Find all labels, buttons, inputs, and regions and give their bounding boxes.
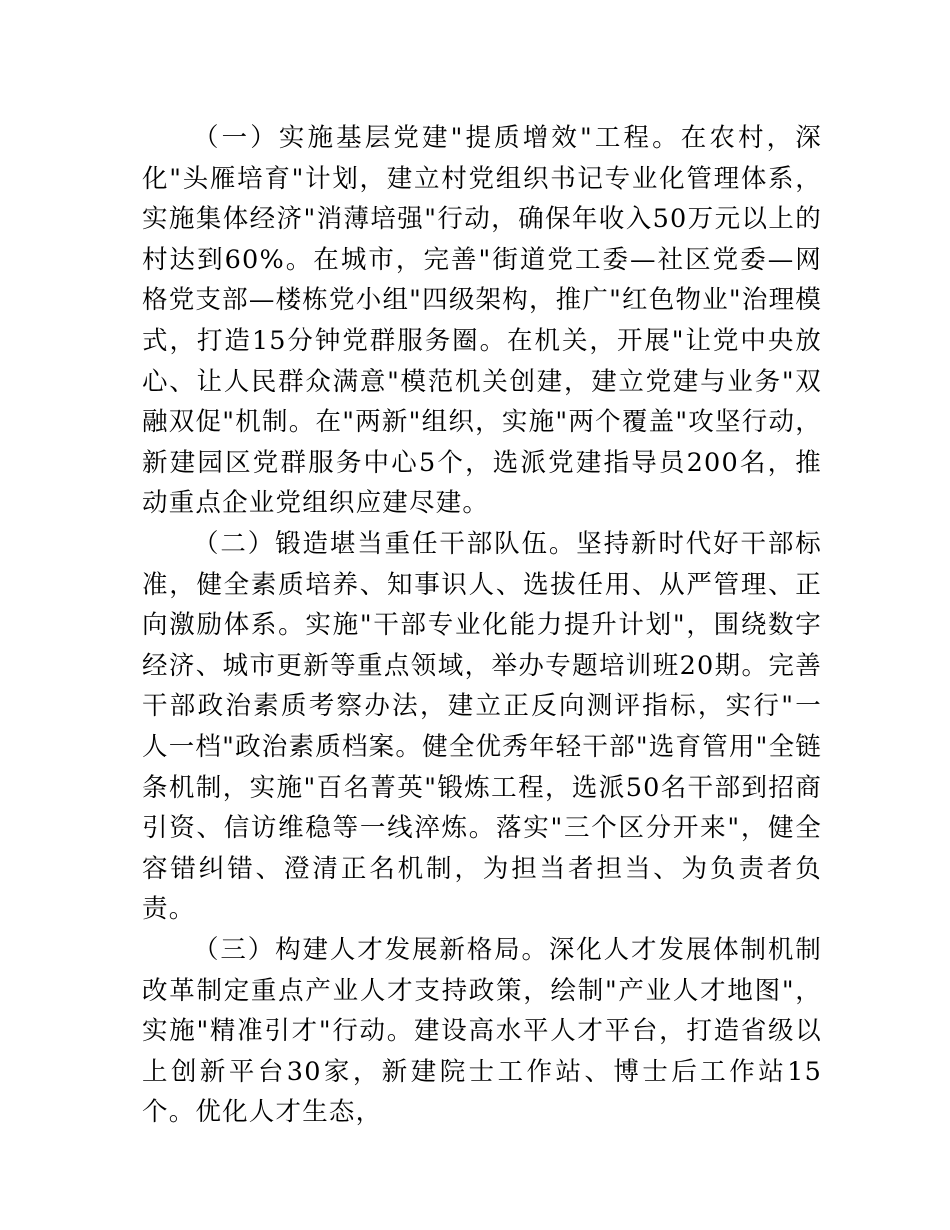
paragraph-cadre-team: （二）锻造堪当重任干部队伍。坚持新时代好干部标准，健全素质培养、知事识人、选拔任用、从严管理、正向激励体系。实施"干部专业化能力提升计划"，围绕数字经济、城市更新等重点领域，举办专题培训班20期。完善干部政治素质考察办法，建立正反向测评指标，实行"一人一档"政治素质档案。健全优秀年轻干部"选育管用"全链条机制，实施"百名菁英"锻炼工程，选派50名干部到招商引资、信访维稳等一线淬炼。落实"三个区分开来"，健全容错纠错、澄清正名机制，为担当者担当、为负责者负责。 <box>142 529 822 925</box>
paragraph-grassroots-party-building: （一）实施基层党建"提质增效"工程。在农村，深化"头雁培育"计划，建立村党组织书记专业化管理体系，实施集体经济"消薄培强"行动，确保年收入50万元以上的村达到60%。在城市，完善"街道党工委—社区党委—网格党支部—楼栋党小组"四级架构，推广"红色物业"治理模式，打造15分钟党群服务圈。在机关，开展"让党中央放心、让人民群众满意"模范机关创建，建立党建与业务"双融双促"机制。在"两新"组织，实施"两个覆盖"攻坚行动，新建园区党群服务中心5个，选派党建指导员200名，推动重点企业党组织应建尽建。 <box>142 123 822 519</box>
paragraph-talent-development: （三）构建人才发展新格局。深化人才发展体制机制改革制定重点产业人才支持政策，绘制"产业人才地图"，实施"精准引才"行动。建设高水平人才平台，打造省级以上创新平台30家，新建院士工作站、博士后工作站15个。优化人才生态， <box>142 935 822 1128</box>
